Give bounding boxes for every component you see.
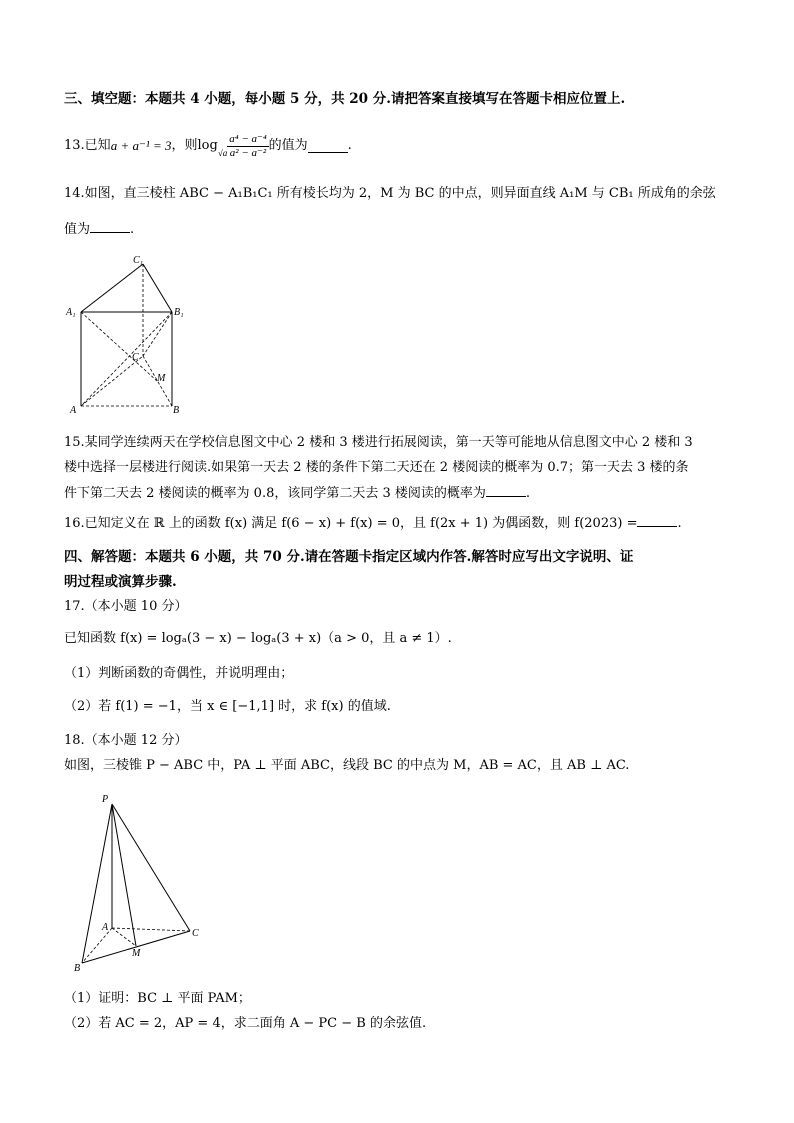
edge-p-m [112,804,136,946]
section4-header-line1: 四、解答题：本题共 6 小题，共 70 分.请在答题卡指定区域内作答.解答时应写出文字说明、证 [64,549,634,565]
q13-suffix: 的值为 [268,138,308,153]
edge-a-m [112,928,136,946]
q17-part1: （1）判断函数的奇偶性，并说明理由； [64,666,294,681]
section3-header: 三、填空题：本题共 4 小题，每小题 5 分，共 20 分.请把答案直接填写在答题卡相应位置上. [64,91,626,107]
label-b1: B₁ [174,307,184,318]
edge-p-b [82,804,112,963]
label-c: C [132,352,139,363]
label-b: B [74,963,81,974]
q18-part2: （2）若 AC = 2，AP = 4，求二面角 A − PC − B 的余弦值. [64,1016,427,1031]
q18-title: 18.（本小题 12 分） [64,733,188,748]
q15-answer-blank [486,484,526,497]
label-c1: C₁ [133,255,144,266]
label-p: P [102,794,109,805]
edge-a-b [82,928,112,963]
segment-a1-m [81,312,157,381]
q16-answer-blank [637,514,677,527]
edge-c1-b1 [143,264,172,312]
question-16: 16.已知定义在 ℝ 上的函数 f(x) 满足 f(6 − x) + f(x) = 0，且 f(2x + 1) 为偶函数，则 f(2023) = . [64,516,682,531]
label-c: C [192,928,199,939]
q13-fraction [227,133,268,160]
q16-text: 16.已知定义在 ℝ 上的函数 f(x) 满足 f(6 − x) + f(x) = 0，且 f(2x + 1) 为偶函数，则 f(2023) = [64,516,638,531]
q14-line2: 值为 . [64,222,135,237]
q15-line2: 楼中选择一层楼进行阅读.如果第一天去 2 楼的条件下第二天还在 2 楼阅读的概率为 0.7；第一天去 3 楼的条 [64,460,689,475]
q17-stem: 已知函数 f(x) = logₐ(3 − x) − logₐ(3 + x)（a > 0，且 a ≠ 1）. [64,631,452,646]
q17-title: 17.（本小题 10 分） [64,599,188,614]
q14-answer-blank [90,220,130,233]
edge-a-c [81,356,143,406]
q13-condition: a + a⁻¹ = 3 [110,138,172,153]
label-b: B [173,405,180,416]
q13-log-base: √a [217,148,228,158]
q15-line3-text: 件下第二天去 2 楼阅读的概率为 0.8，该同学第二天去 3 楼阅读的概率为 [64,486,486,501]
edge-a-c [112,928,190,931]
question-13: 13.已知 a + a⁻¹ = 3 ，则log √a $\frac{\text{a⁴ − a⁻⁴}}{\text{a² − a⁻²}}$ 的值为 . [64,133,352,159]
q13-answer-blank [308,140,348,153]
q13-log: ，则log [171,138,218,153]
q18-stem: 如图，三棱锥 P − ABC 中，PA ⊥ 平面 ABC，线段 BC 的中点为 M，AB = AC，且 AB ⊥ AC. [64,758,630,773]
q13-prefix: 13.已知 [64,138,111,153]
section4-header-line2: 明过程或演算步骤. [64,574,177,590]
label-a1: A₁ [66,307,76,318]
label-a: A [102,922,109,933]
q17-part2: （2）若 f(1) = −1，当 x ∈ [−1,1] 时，求 f(x) 的值域. [64,699,391,714]
q14-line2-text: 值为 [64,222,91,237]
q15-line3: 件下第二天去 2 楼阅读的概率为 0.8，该同学第二天去 3 楼阅读的概率为 . [64,486,531,501]
edge-c1-a1 [81,264,143,312]
edge-p-c [112,804,190,931]
q13-numerator: a⁴ − a⁻⁴ [229,132,267,145]
label-m: M [132,948,141,959]
q14-line1: 14.如图，直三棱柱 ABC − A₁B₁C₁ 所有棱长均为 2，M 为 BC 的中点，则异面直线 A₁M 与 CB₁ 所成角的余弦 [64,186,716,201]
segment-b1-a [81,312,172,406]
pyramid-figure [72,790,212,975]
segment-b1-c [143,312,172,356]
prism-figure [62,252,192,417]
q13-denominator: a² − a⁻² [229,146,267,159]
label-m: M [157,373,166,384]
q15-line1: 15.某同学连续两天在学校信息图文中心 2 楼和 3 楼进行拓展阅读，第一天等可能地从信息图文中心 2 楼和 3 [64,435,693,450]
label-a: A [70,405,77,416]
q18-part1: （1）证明：BC ⊥ 平面 PAM； [64,991,251,1006]
